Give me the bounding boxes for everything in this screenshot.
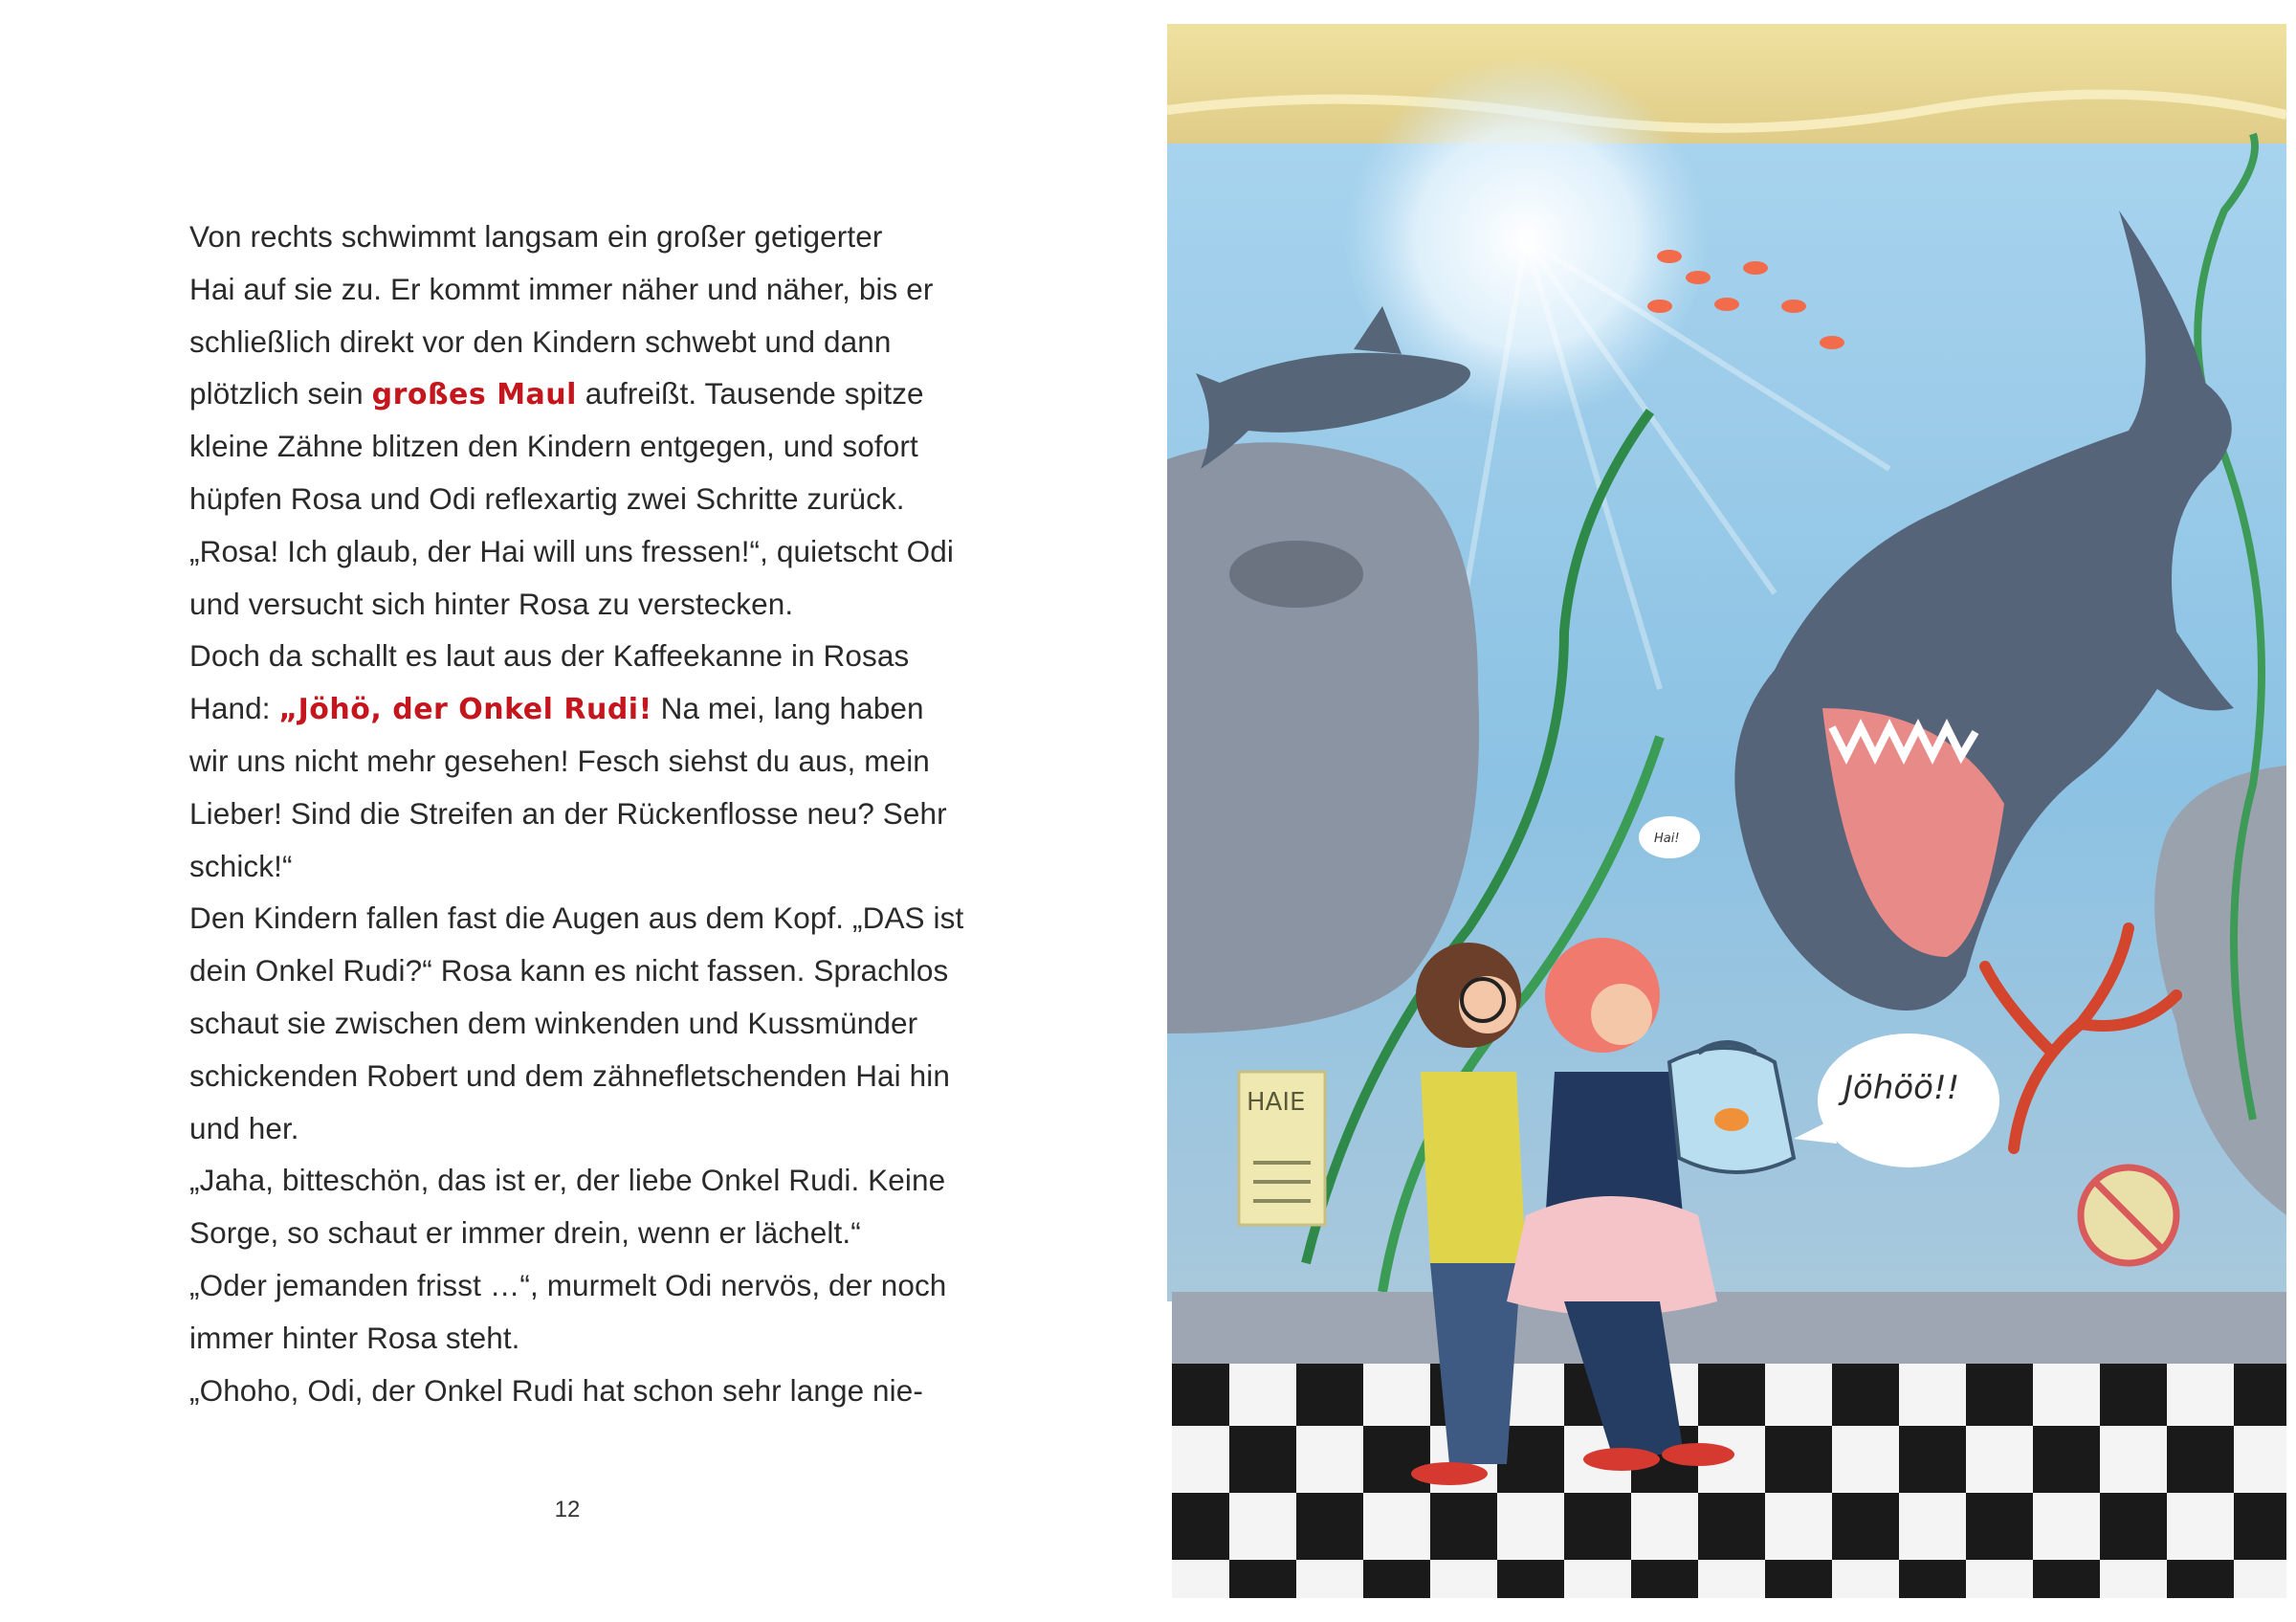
- text-line: [189, 682, 1031, 735]
- text-segment: Lieber! Sind die Streifen an der Rückenflosse neu? Sehr: [189, 795, 947, 831]
- text-segment: und versucht sich hinter Rosa zu verstecken.: [189, 586, 794, 621]
- text-segment: „Rosa! Ich glaub, der Hai will uns fressen!“, quietscht Odi: [189, 533, 954, 568]
- text-segment: schick!“: [189, 848, 293, 883]
- text-segment: schaut sie zwischen dem winkenden und Kussmünder: [189, 1005, 918, 1040]
- text-line: [189, 211, 1031, 263]
- text-line: [189, 1365, 1031, 1417]
- text-segment: Doch da schallt es laut aus der Kaffeekanne in Rosas: [189, 638, 910, 674]
- svg-text:Hai!: Hai!: [1654, 832, 1680, 846]
- text-line: [189, 525, 1031, 578]
- text-segment: dein Onkel Rudi?“ Rosa kann es nicht fassen. Sprachlos: [189, 953, 949, 989]
- text-segment: aufreißt. Tausende spitze: [576, 376, 924, 411]
- text-line: [189, 1312, 1031, 1365]
- text-line: [189, 578, 1031, 631]
- text-segment: Hai auf sie zu. Er kommt immer näher und näher, bis er: [189, 271, 934, 306]
- text-line: [189, 840, 1031, 893]
- text-segment: „Ohoho, Odi, der Onkel Rudi hat schon sehr lange nie-: [189, 1372, 923, 1408]
- text-segment: „Jaha, bitteschön, das ist er, der liebe Onkel Rudi. Keine: [189, 1163, 946, 1198]
- text-segment: plötzlich sein: [189, 376, 372, 411]
- haie-sign: [1239, 1072, 1325, 1225]
- svg-text:Jöhöö!!: Jöhöö!!: [1843, 1069, 1960, 1107]
- text-line: [189, 735, 1031, 788]
- text-line: [189, 892, 1031, 944]
- text-line: [189, 1207, 1031, 1259]
- text-segment: Hand:: [189, 691, 279, 726]
- text-segment: Den Kindern fallen fast die Augen aus dem Kopf. „DAS ist: [189, 900, 964, 936]
- text-segment: hüpfen Rosa und Odi reflexartig zwei Schritte zurück.: [189, 480, 905, 516]
- text-line: [189, 1050, 1031, 1102]
- text-line: [189, 316, 1031, 368]
- text-line: [189, 788, 1031, 840]
- text-segment: „Oder jemanden frisst …“, murmelt Odi nervös, der noch: [189, 1267, 947, 1302]
- no-icecream-sign: [2081, 1167, 2176, 1263]
- text-segment: Sorge, so schaut er immer drein, wenn er lächelt.“: [189, 1215, 861, 1251]
- text-line: [189, 630, 1031, 682]
- left-page: [0, 0, 1138, 1622]
- text-line: [189, 944, 1031, 997]
- text-segment: wir uns nicht mehr gesehen! Fesch siehst du aus, mein: [189, 743, 930, 778]
- aquarium-illustration: [1162, 19, 2296, 1608]
- speech-bubble-hai: [1639, 816, 1700, 858]
- text-segment: Na mei, lang haben: [651, 691, 924, 726]
- story-text: [189, 211, 1031, 1416]
- page-number: 12: [554, 1497, 581, 1522]
- checkered-floor: [1172, 1359, 2286, 1598]
- highlighted-phrase: „Jöhö, der Onkel Rudi!: [278, 693, 652, 727]
- text-line: [189, 263, 1031, 316]
- text-line: [189, 420, 1031, 473]
- coffee-pot: [1669, 1043, 1794, 1172]
- text-segment: und her.: [189, 1110, 299, 1145]
- text-segment: schickenden Robert und dem zähnefletschenden Hai hin: [189, 1057, 950, 1093]
- text-segment: Von rechts schwimmt langsam ein großer getigerter: [189, 219, 883, 254]
- text-line: [189, 997, 1031, 1050]
- text-line: [189, 1102, 1031, 1155]
- text-line: [189, 1154, 1031, 1207]
- svg-text:HAIE: HAIE: [1247, 1088, 1306, 1117]
- text-line: [189, 473, 1031, 525]
- text-segment: immer hinter Rosa steht.: [189, 1320, 520, 1355]
- text-line: [189, 367, 1031, 420]
- left-rock: [1167, 442, 1479, 1033]
- text-segment: kleine Zähne blitzen den Kindern entgegen, und sofort: [189, 429, 918, 464]
- text-segment: schließlich direkt vor den Kindern schwebt und dann: [189, 323, 892, 359]
- text-line: [189, 1259, 1031, 1312]
- highlighted-phrase: großes Maul: [371, 378, 577, 412]
